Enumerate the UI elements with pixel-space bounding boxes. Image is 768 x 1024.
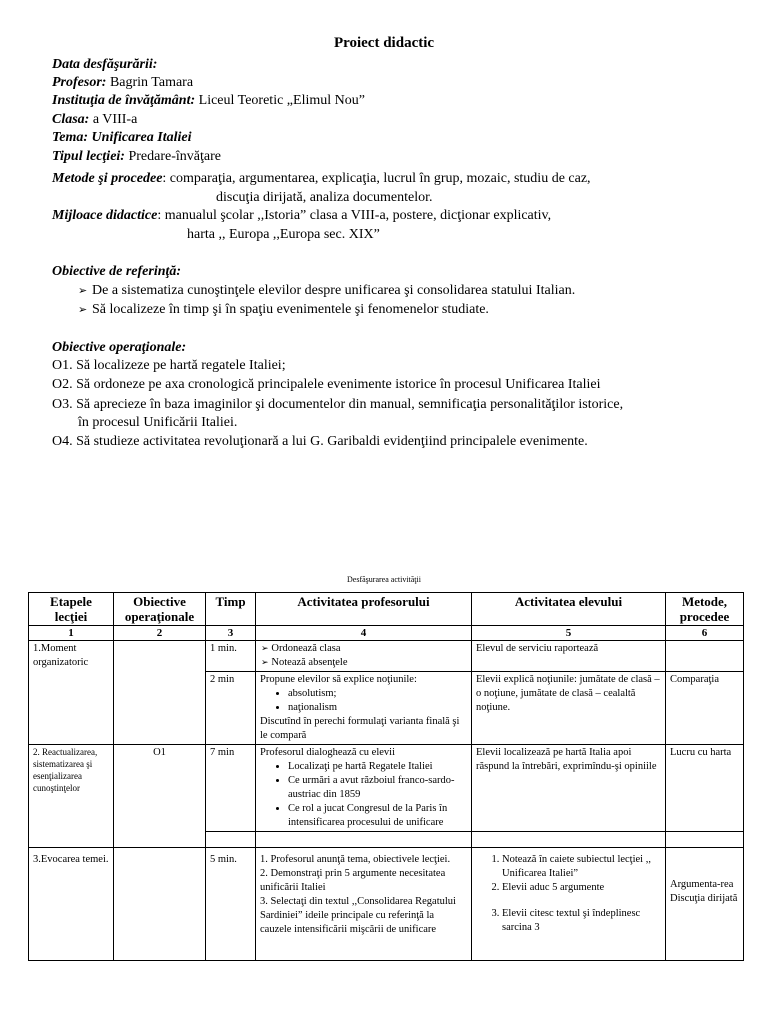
tipul-value: Predare-învăţare (128, 149, 221, 164)
table-row (29, 745, 744, 832)
table-caption: Desfăşurarea activităţii (347, 575, 421, 584)
timp-cell: 2 min (206, 672, 256, 745)
obiectiv-cell: O1 (114, 745, 206, 848)
referinta-heading: Obiective de referinţă: (52, 264, 182, 279)
metode-cell (666, 641, 744, 672)
etapa-cell: 1.Moment organizatoric (29, 641, 114, 745)
tipul-line (52, 148, 221, 166)
objective-o1: O1. Să localizeze pe hartă regatele Italiei; (52, 358, 286, 373)
profesor-cell: Propune elevilor să explice noţiunile: • absolutism; • naţionalism Discutînd în perechi formulaţi varianta finală şi le compară (256, 672, 472, 745)
obiectiv-cell (114, 848, 206, 961)
elev-cell: Elevii localizează pe hartă Italia apoi răspund la întrebări, exprimîndu-şi opiniile (472, 745, 666, 832)
col-header-etapele: Etapele lecţiei (29, 593, 114, 626)
mijloace-label: Mijloace didactice (52, 208, 158, 223)
col-header-profesor: Activitatea profesorului (256, 593, 472, 626)
timp-cell: 5 min. (206, 848, 256, 961)
mijloace-line (52, 207, 551, 225)
institutia-label: Instituţia de învăţământ: (52, 93, 196, 108)
institutia-value: Liceul Teoretic „Elimul Nou” (198, 93, 365, 108)
col-header-timp: Timp (206, 593, 256, 626)
data-label: Data desfăşurării: (52, 57, 158, 72)
profesor-cell: 1. Profesorul anunţă tema, obiectivele lecţiei. 2. Demonstraţi prin 5 argumente necesitatea unificării Italiei 3. Selectaţi din textul ,,Consolidarea Regatului Sardiniei” ideile principale cu referinţă la cauzele intensificării mişcării de unificare (256, 848, 472, 961)
operationale-heading: Obiective operaţionale: (52, 340, 187, 355)
clasa-value: a VIII-a (92, 112, 138, 127)
col-header-metode: Metode, procedee (666, 593, 744, 626)
profesor-cell: Profesorul dialoghează cu elevii • Localizaţi pe hartă Regatele Italiei • Ce urmări a avut războiul franco-sardo-austriac din 1859 • Ce rol a jucat Congresul de la Paris în intensificarea procesului de unificare (256, 745, 472, 832)
clasa-label: Clasa: (52, 112, 90, 127)
tipul-label: Tipul lecţiei: (52, 149, 125, 164)
mijloace-value-1: : manualul şcolar ,,Istoria” clasa a VIII-a, postere, dicţionar explicativ, (157, 208, 552, 223)
elev-cell: Elevul de serviciu raportează (472, 641, 666, 672)
table-row (29, 641, 744, 672)
profesor-cell: ➢ Ordonează clasa ➢ Notează absenţele (256, 641, 472, 672)
profesor-value: Bagrin Tamara (109, 75, 194, 90)
metode-line (52, 170, 591, 188)
referinta-item: ➢ Să localizeze în timp şi în spaţiu evenimentele şi fenomenelor studiate. (78, 302, 489, 317)
timp-cell: 1 min. (206, 641, 256, 672)
objective-o3-cont: în procesul Unificării Italiei. (78, 415, 238, 430)
page-title: Proiect didactic (333, 35, 435, 51)
tema-line (52, 129, 191, 147)
arrow-bullet-icon: ➢ (78, 284, 88, 297)
metode-cell: Comparaţia (666, 672, 744, 745)
elev-cell: Elevii explică noţiunile: jumătate de clasă – o noţiune, jumătate de clasă – cealaltă noţiune. (472, 672, 666, 745)
data-line (52, 56, 157, 74)
mijloace-value-2: harta ,, Europa ,,Europa sec. XIX” (187, 227, 380, 242)
table-row (29, 848, 744, 961)
metode-value-1: : comparaţia, argumentarea, explicaţia, lucrul în grup, mozaic, studiu de caz, (162, 171, 591, 186)
tema-label: Tema: (52, 130, 89, 145)
institutia-line (52, 92, 365, 110)
objective-o3: O3. Să aprecieze în baza imaginilor şi documentelor din manual, semnificaţia personalităţilor istorice, (52, 397, 624, 412)
profesor-label: Profesor: (52, 75, 107, 90)
table-header-row (29, 593, 744, 626)
metode-value-2: discuţia dirijată, analiza documentelor. (216, 190, 433, 205)
etapa-cell: 2. Reactualizarea, sistematizarea şi esenţializarea cunoştinţelor (29, 745, 114, 848)
tema-value: Unificarea Italiei (91, 130, 192, 145)
profesor-line (52, 74, 193, 92)
objective-o4: O4. Să studieze activitatea revoluţionară a lui G. Garibaldi evidenţiind principalele evenimente. (52, 434, 588, 449)
clasa-line (52, 111, 137, 129)
objective-o2: O2. Să ordoneze pe axa cronologică principalele evenimente istorice în procesul Unificarea Italiei (52, 377, 601, 392)
timp-cell: 7 min (206, 745, 256, 832)
etapa-cell: 3.Evocarea temei. (29, 848, 114, 961)
arrow-bullet-icon: ➢ (78, 303, 88, 316)
obiectiv-cell (114, 641, 206, 745)
metode-cell: Argumenta-rea Discuţia dirijată (666, 848, 744, 961)
col-header-elev: Activitatea elevului (472, 593, 666, 626)
metode-cell: Lucru cu harta (666, 745, 744, 832)
metode-label: Metode şi procedee (52, 171, 163, 186)
table-number-row: 1 2 3 4 5 6 (29, 626, 744, 641)
col-header-obiective: Obiective operaţionale (114, 593, 206, 626)
referinta-item: ➢ De a sistematiza cunoştinţele elevilor despre unificarea şi consolidarea statului Italian. (78, 283, 576, 298)
activity-table (28, 592, 744, 961)
elev-cell: 1. Notează în caiete subiectul lecţiei ,, Unificarea Italiei” 2. Elevii aduc 5 argumente 3. Elevii citesc textul şi îndeplinesc sarcina 3 (472, 848, 666, 961)
